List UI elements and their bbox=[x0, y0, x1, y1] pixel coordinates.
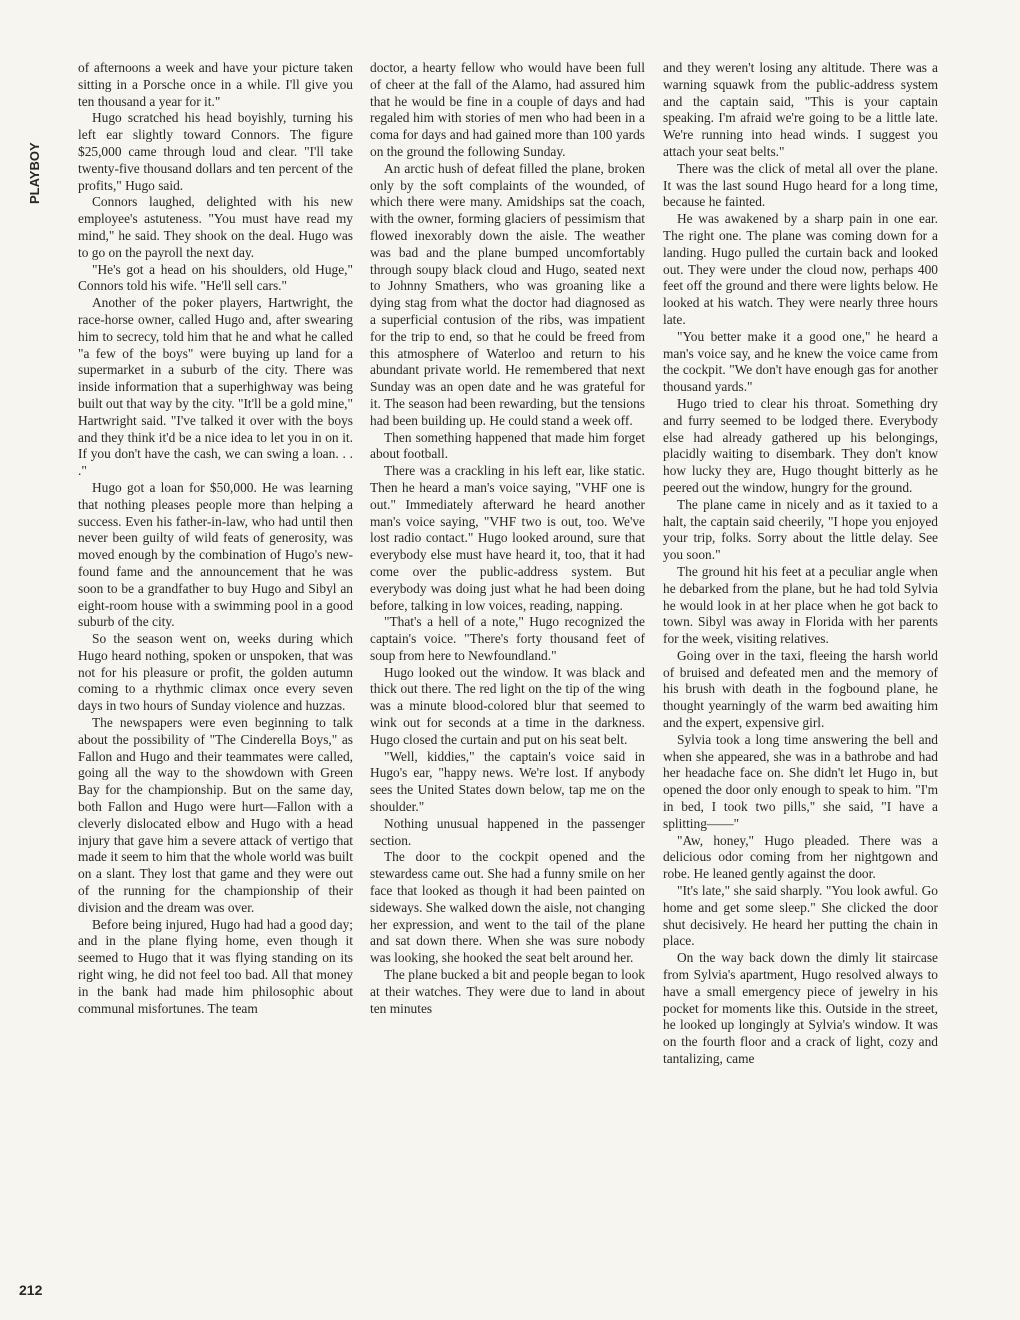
magazine-name: PLAYBOY bbox=[27, 142, 42, 204]
paragraph: "It's late," she said sharply. "You look awful. Go home and get some sleep." She clicked the door shut decisively. He heard her putting the chain in place. bbox=[663, 883, 938, 949]
paragraph: The plane came in nicely and as it taxied to a halt, the captain said cheerily, "I hope you enjoyed your trip, folks. Sorry about the little delay. See you soon." bbox=[663, 496, 938, 563]
paragraph: Connors laughed, delighted with his new employee's astuteness. "You must have read my mind," he said. They shook on the deal. Hugo was to go on the payroll the next day. bbox=[78, 194, 353, 260]
paragraph: "That's a hell of a note," Hugo recognized the captain's voice. "There's forty thousand feet of soup from here to Newfoundland." bbox=[370, 614, 645, 663]
paragraph: "You better make it a good one," he heard a man's voice say, and he knew the voice came from the cockpit. "We don't have enough gas for another thousand yards." bbox=[663, 328, 938, 395]
page-number: 212 bbox=[19, 1282, 43, 1298]
paragraph: Hugo scratched his head boyishly, turning his left ear slightly toward Connors. The figure $25,000 came through loud and clear. "I'll take twenty-five thousand dollars and ten percent of the profits," Hugo said. bbox=[78, 110, 353, 193]
paragraph: On the way back down the dimly lit staircase from Sylvia's apartment, Hugo resolved always to have a small emergency piece of jewelry in his pocket for moments like this. Outside in the street, he looked up longingly at Sylvia's window. It was on the fourth floor and a crack of light, cozy and tantalizing, came bbox=[663, 950, 938, 1067]
text-column-1 bbox=[78, 60, 353, 1292]
paragraph: Nothing unusual happened in the passenger section. bbox=[370, 815, 645, 848]
paragraph: "Aw, honey," Hugo pleaded. There was a delicious odor coming from her nightgown and robe. He leaned gently against the door. bbox=[663, 832, 938, 882]
paragraph: Hugo looked out the window. It was black and thick out there. The red light on the tip of the wing was a minute blood-colored blur that seemed to wink out for seconds at a time in the darkness. Hugo closed the curtain and put on his seat belt. bbox=[370, 664, 645, 747]
paragraph: of afternoons a week and have your picture taken sitting in a Porsche once in a while. I'll give you ten thousand a year for it." bbox=[78, 60, 353, 109]
paragraph: Another of the poker players, Hartwright, the race-horse owner, called Hugo and, after swearing him to secrecy, told him that he and what he called "a few of the boys" were buying up land for a supermarket in a suburb of the city. There was inside information that a superhighway was being built out that way by the city. "It'll be a gold mine," Hartwright said. "I've talked it over with the boys and they think it'd be a nice idea to let you in on it. If you don't have the cash, we can swing a loan. . . ." bbox=[78, 295, 353, 479]
paragraph: and they weren't losing any altitude. There was a warning squawk from the public-address system and the captain said, "This is your captain speaking. I'm afraid we're going to be a little late. We're running into head winds. I suggest you attach your seat belts." bbox=[663, 60, 938, 159]
paragraph: He was awakened by a sharp pain in one ear. The right one. The plane was coming down for a landing. Hugo pulled the curtain back and looked out. They were under the cloud now, perhaps 400 feet off the ground and there were lights below. He looked at his watch. They were nearly three hours late. bbox=[663, 211, 938, 327]
paragraph: Hugo got a loan for $50,000. He was learning that nothing pleases people more than helping a success. Even his father-in-law, who had until then never been guilty of wild feats of generosity, was moved enough by the combination of Hugo's new-found fame and the announcement that he was soon to be a grandfather to buy Hugo and Sibyl an eight-room house with a swimming pool in a good suburb of the city. bbox=[78, 479, 353, 630]
paragraph: "Well, kiddies," the captain's voice said in Hugo's ear, "happy news. We're lost. If anybody sees the United States down below, tap me on the shoulder." bbox=[370, 748, 645, 815]
paragraph: Before being injured, Hugo had had a good day; and in the plane flying home, even though it seemed to Hugo that it was flying standing on its right wing, he did not feel too bad. All that money in the bank had made him philosophic about communal misfortunes. The team bbox=[78, 916, 353, 1016]
paragraph: The ground hit his feet at a peculiar angle when he debarked from the plane, but he had told Sylvia he would look in at her place when he got back to town. Sibyl was away in Florida with her parents for the week, visiting relatives. bbox=[663, 563, 938, 647]
paragraph: The plane bucked a bit and people began to look at their watches. They were due to land in about ten minutes bbox=[370, 967, 645, 1016]
paragraph: Hugo tried to clear his throat. Something dry and furry seemed to be lodged there. Everybody else had already gathered up his belongings, placidly waiting to disembark. They don't know how lucky they are, Hugo thought bitterly as he peered out the window, hungry for the ground. bbox=[663, 395, 938, 495]
paragraph: So the season went on, weeks during which Hugo heard nothing, spoken or unspoken, that was not for his pleasure or profit, the golden autumn coming to a rhythmic climax once every seven days in two hours of Sunday violence and huzzas. bbox=[78, 631, 353, 714]
text-column-2 bbox=[370, 60, 645, 1292]
paragraph: An arctic hush of defeat filled the plane, broken only by the soft complaints of the wounded, of which there were many. Amidships sat the coach, with the owner, forming glaciers of pessimism that flowed inexorably down the aisle. The weather was bad and the plane bumped uncomfortably through soupy black cloud and Hugo, seated next to Johnny Smathers, who was groaning like a dying stag from what the doctor had diagnosed as a superficial contusion of the ribs, was impatient for the trip to end, so that he could be freed from this atmosphere of Waterloo and return to his abundant private world. He remembered that next Sunday was an open date and he was grateful for it. The season had been rewarding, but the tensions had been building up. He could stand a week off. bbox=[370, 160, 645, 428]
paragraph: The door to the cockpit opened and the stewardess came out. She had a funny smile on her face that looked as though it had been painted on sideways. She walked down the aisle, not changing her expression, and went to the tail of the plane and sat down there. When she was sure nobody was looking, she hooked the seat belt around her. bbox=[370, 849, 645, 966]
paragraph: There was a crackling in his left ear, like static. Then he heard a man's voice saying, "VHF one is out." Immediately afterward he heard another man's voice saying, "VHF two is out, too. We've lost radio contact." Hugo looked around, sure that everybody else must have heard it, too, that it had come over the public-address system. But everybody was doing just what he had been doing before, talking in low voices, reading, napping. bbox=[370, 463, 645, 613]
paragraph: Going over in the taxi, fleeing the harsh world of bruised and defeated men and the memory of his brush with death in the fogbound plane, he thought yearningly of the warm bed awaiting him and the expert, expensive girl. bbox=[663, 647, 938, 731]
text-column-3 bbox=[663, 60, 938, 1292]
paragraph: doctor, a hearty fellow who would have been full of cheer at the fall of the Alamo, had assured him that he would be fine in a couple of days and had regaled him with stories of men who had been in a coma for days and had gained more than 100 yards on the ground the following Sunday. bbox=[370, 60, 645, 159]
paragraph: Sylvia took a long time answering the bell and when she appeared, she was in a bathrobe and had her headache face on. She didn't let Hugo in, but opened the door only enough to speak to him. "I'm in bed, I took two pills," she said, "I have a splitting——" bbox=[663, 731, 938, 831]
paragraph: "He's got a head on his shoulders, old Huge," Connors told his wife. "He'll sell cars." bbox=[78, 261, 353, 294]
paragraph: There was the click of metal all over the plane. It was the last sound Hugo heard for a long time, because he fainted. bbox=[663, 160, 938, 210]
paragraph: Then something happened that made him forget about football. bbox=[370, 429, 645, 462]
paragraph: The newspapers were even beginning to talk about the possibility of "The Cinderella Boys," as Fallon and Hugo and their teammates were called, going all the way to the showdown with Green Bay for the championship. But on the same day, both Fallon and Hugo were hurt—Fallon with a cleverly dislocated elbow and Hugo with a head injury that gave him a severe attack of vertigo that made it seem to him that the whole world was built on a slant. They lost that game and they were out of the running for the championship of their division and the dream was over. bbox=[78, 715, 353, 915]
